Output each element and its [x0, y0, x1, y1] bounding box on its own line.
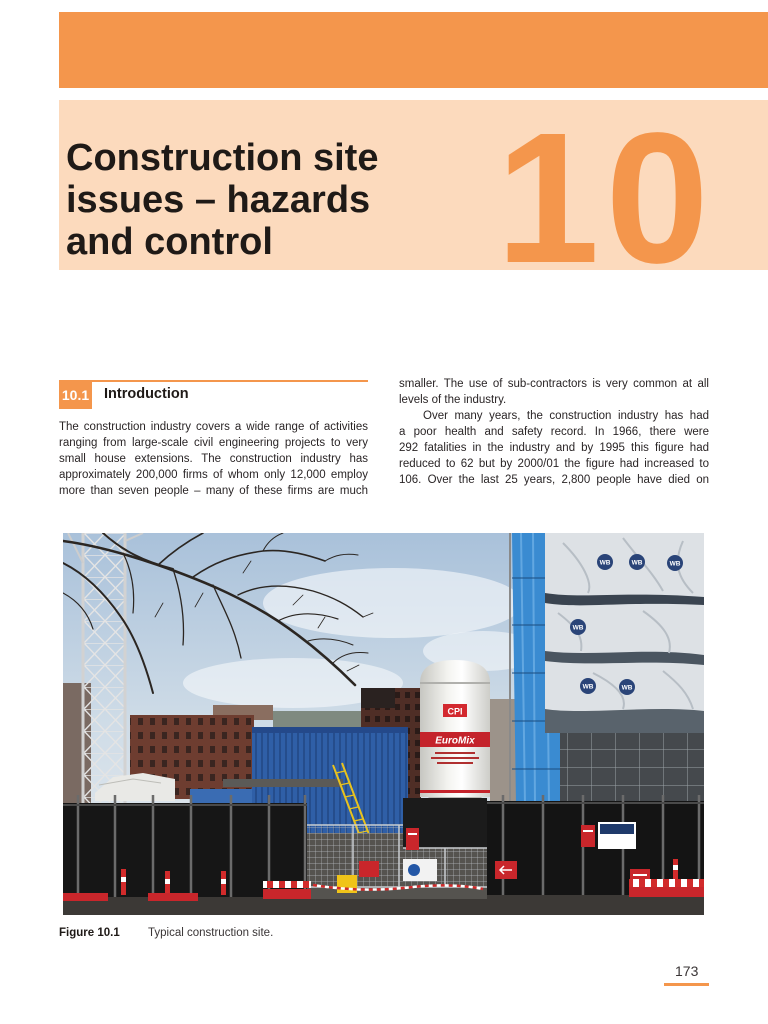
- wb-logo: [619, 679, 635, 695]
- body-text-line: approximately 200,000 firms of whom only 12,000 employ: [59, 469, 368, 481]
- chapter-title: [66, 137, 466, 263]
- body-text-line: Over many years, the construction industry has had: [423, 410, 709, 422]
- silo-logo-text: CPI: [447, 706, 463, 717]
- header-band: [59, 12, 768, 88]
- construction-site-photo: [63, 533, 704, 915]
- body-text-line: The construction industry covers a wide range of activities: [59, 421, 368, 433]
- wb-logo-text: WB: [621, 684, 633, 692]
- page-number: 173: [675, 963, 699, 979]
- body-text-line: ranging from large-scale civil engineering projects to very: [59, 437, 368, 449]
- chapter-title-line: and control: [66, 221, 273, 263]
- body-text-line: levels of the industry.: [399, 394, 507, 406]
- wb-logo-text: WB: [599, 559, 611, 567]
- body-text-line: a poor health and safety record. In 1966, there were: [399, 426, 709, 438]
- wb-logo: [597, 554, 613, 570]
- body-text-line: 292 fatalities in the industry and by 1995 this figure had: [399, 442, 709, 454]
- chapter-number: 10: [496, 95, 715, 302]
- wb-logo-text: WB: [582, 683, 594, 691]
- wrapped-building: [545, 533, 704, 805]
- body-text-line: small house extensions. The construction industry has: [59, 453, 368, 465]
- wb-logo: [570, 619, 586, 635]
- chapter-title-line: issues – hazards: [66, 179, 371, 221]
- section-title: Introduction: [104, 386, 189, 402]
- wb-logo: [667, 555, 683, 571]
- figure-caption: Typical construction site.: [148, 927, 274, 939]
- body-column-left: [59, 419, 368, 499]
- wb-logo: [629, 554, 645, 570]
- body-text-line: more than seven people – many of these firms are much: [59, 485, 368, 497]
- body-text-line: reduced to 62 but by 2000/01 the figure had increased to: [399, 458, 709, 470]
- section-rule: [59, 380, 368, 382]
- page-number-rule: [664, 983, 709, 986]
- section-number: 10.1: [59, 382, 92, 409]
- wb-logo-text: WB: [631, 559, 643, 567]
- silo-band-text: EuroMix: [435, 735, 475, 747]
- chapter-title-line: Construction site: [66, 137, 379, 179]
- wb-logo: [580, 678, 596, 694]
- body-text-line: smaller. The use of sub-contractors is very common at all: [399, 378, 709, 390]
- body-column-right: [399, 376, 709, 488]
- figure-label: Figure 10.1: [59, 927, 120, 939]
- wb-logo-text: WB: [572, 624, 584, 632]
- body-text-line: 106. Over the last 25 years, 2,800 people have died on: [399, 474, 709, 486]
- wb-logo-text: WB: [669, 560, 681, 568]
